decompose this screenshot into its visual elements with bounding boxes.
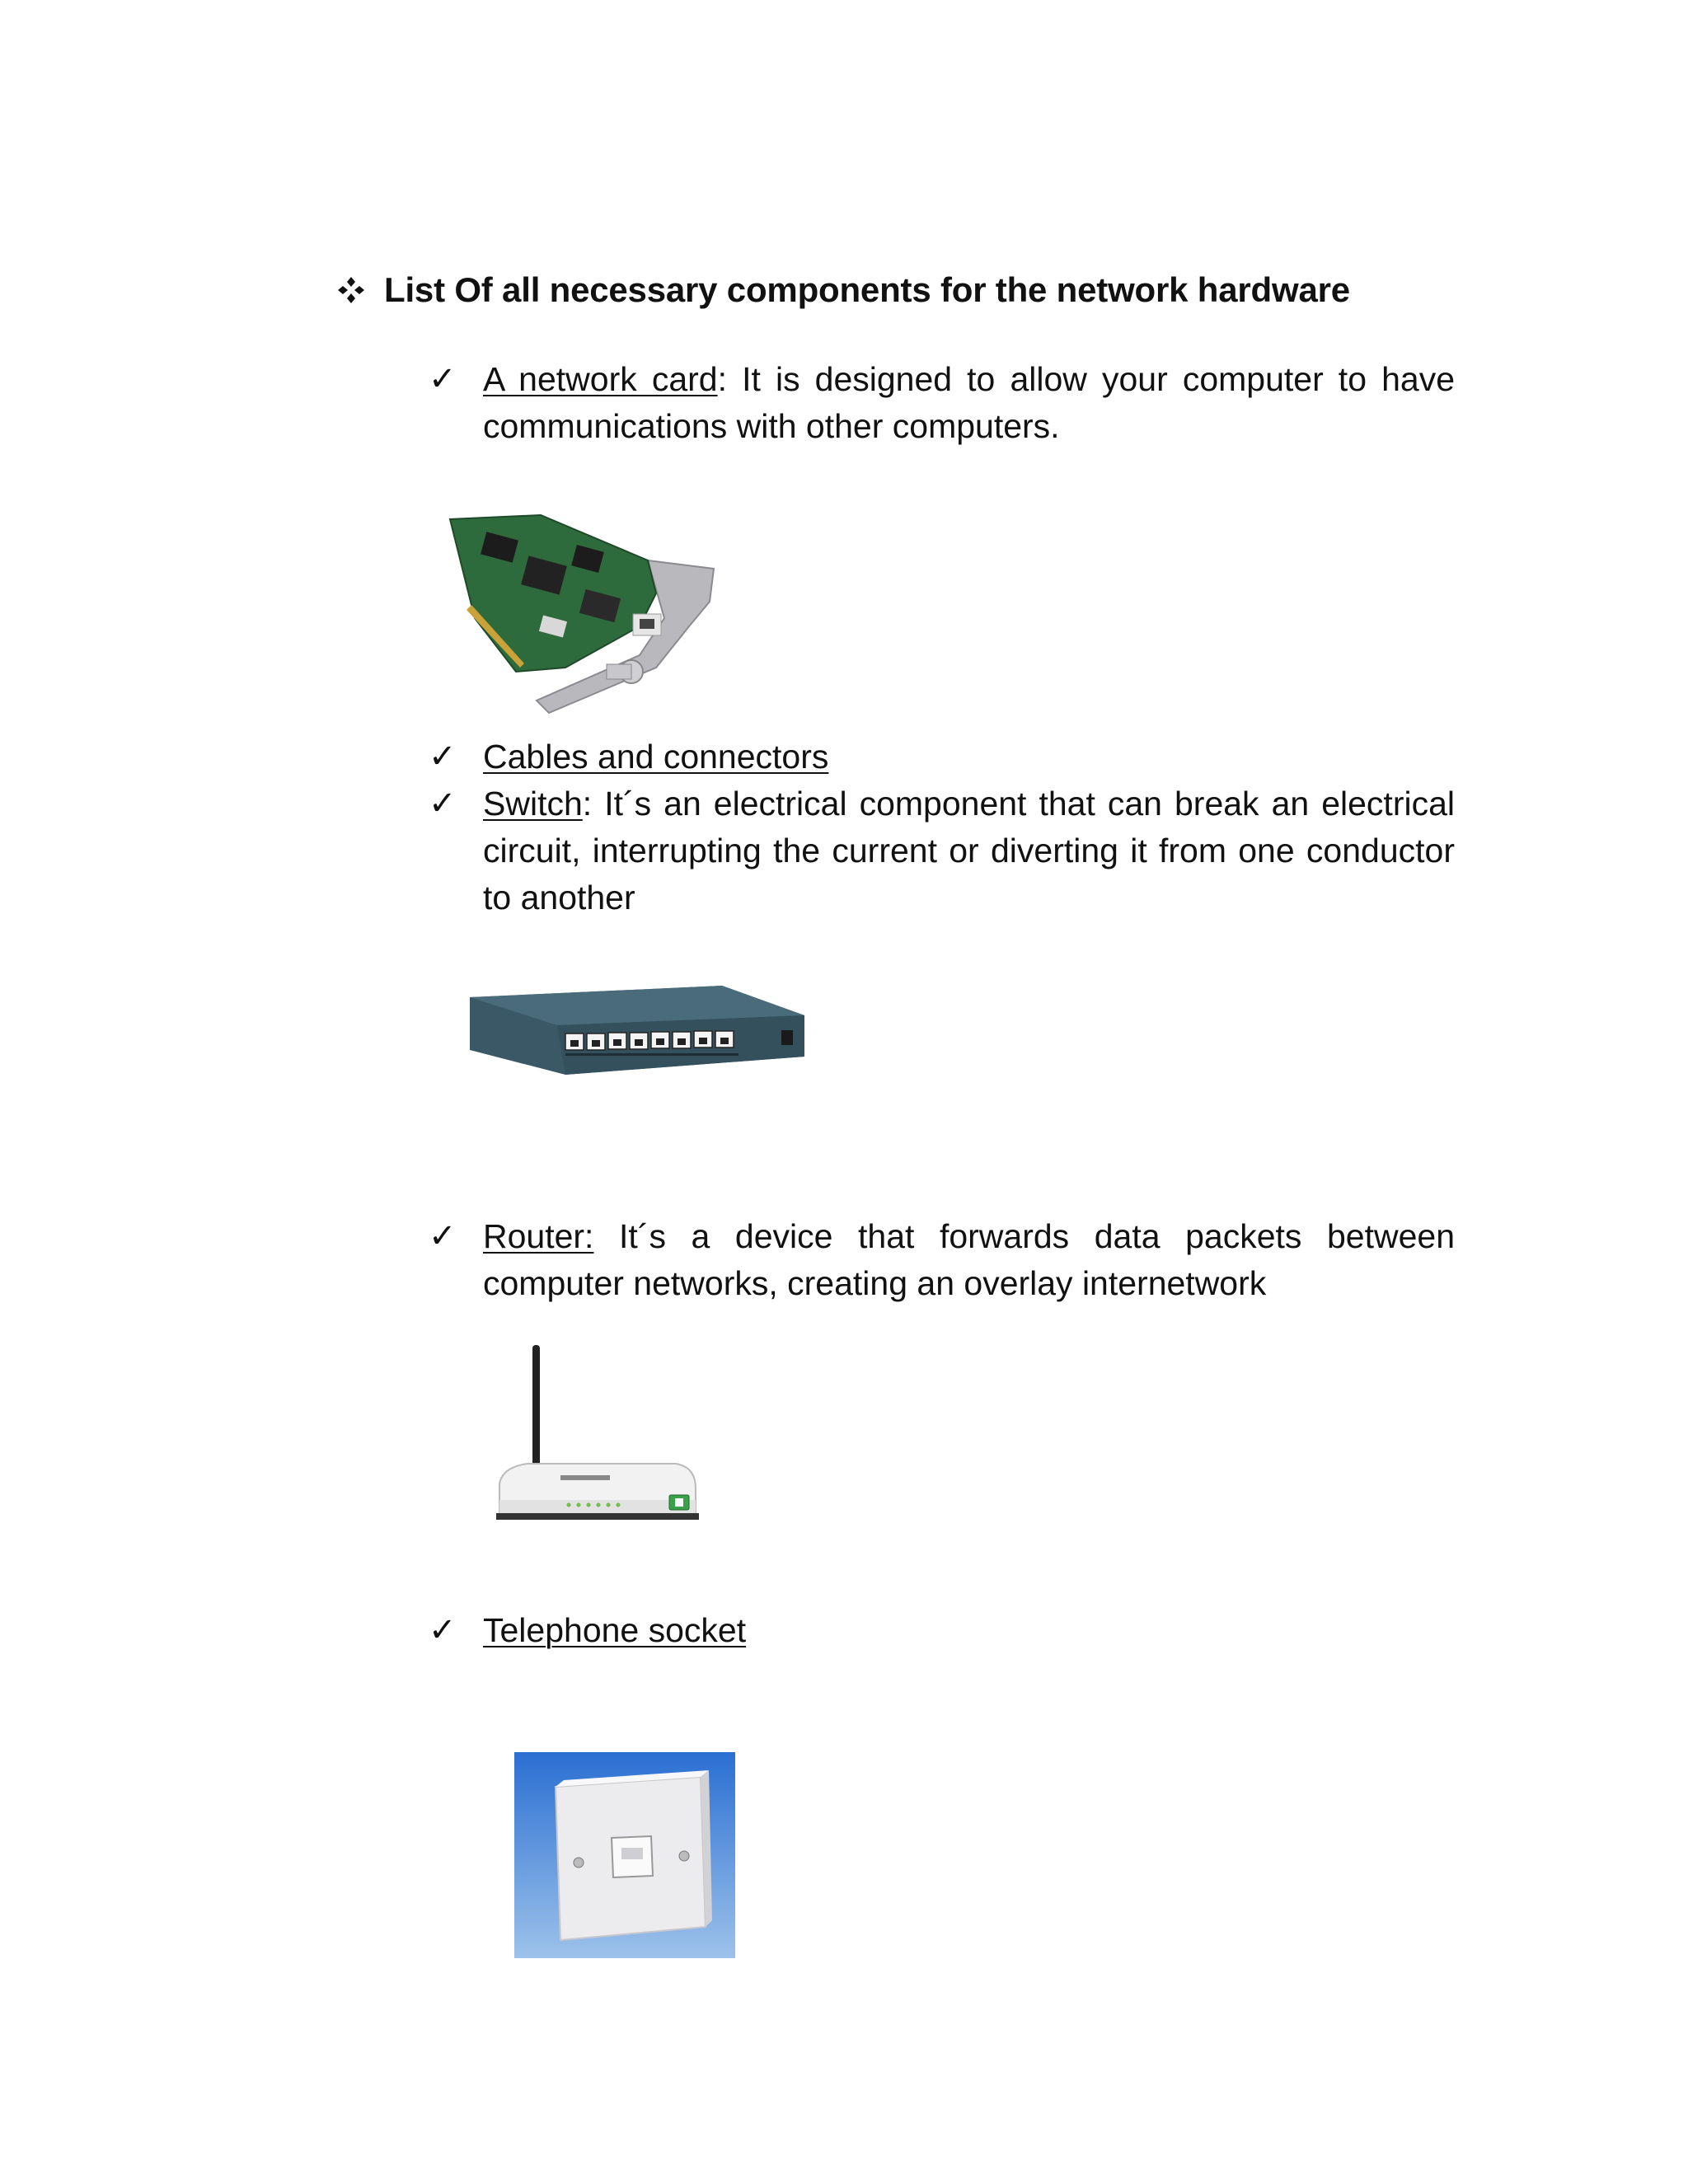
list-item-switch bbox=[429, 780, 1455, 921]
item-description: It is designed to allow your computer to have communications with other computers. bbox=[483, 360, 1455, 445]
checkmark-icon: ✓ bbox=[429, 361, 457, 397]
item-description: It´s a device that forwards data packets between computer networks, creating an overlay internetwork bbox=[483, 1217, 1455, 1302]
router-image bbox=[495, 1343, 701, 1537]
checkmark-icon: ✓ bbox=[429, 1218, 457, 1254]
switch-image bbox=[467, 982, 813, 1081]
checkmark-icon: ✓ bbox=[429, 785, 457, 822]
heading-text: List Of all necessary components for the network hardware bbox=[384, 270, 1350, 309]
checkmark-icon: ✓ bbox=[429, 738, 457, 775]
network-card-image bbox=[442, 503, 722, 717]
list-item-router bbox=[429, 1213, 1455, 1307]
item-title: Switch bbox=[483, 785, 583, 823]
list-item-network-card bbox=[429, 356, 1455, 450]
item-description: It´s an electrical component that can break an electrical circuit, interrupting the current or diverting it from one conductor to another bbox=[483, 785, 1455, 916]
item-title: Router: bbox=[483, 1217, 594, 1255]
checkmark-icon: ✓ bbox=[429, 1612, 457, 1648]
item-separator: : bbox=[582, 785, 593, 823]
telephone-socket-image bbox=[514, 1752, 735, 1958]
section-heading bbox=[336, 270, 1350, 310]
item-separator: : bbox=[717, 360, 727, 398]
list-item-cables bbox=[429, 733, 1455, 780]
list-item-telephone-socket bbox=[429, 1607, 1455, 1654]
item-title: A network card bbox=[483, 360, 718, 398]
diamond-bullet-icon bbox=[336, 275, 366, 305]
item-title: Telephone socket bbox=[483, 1611, 747, 1649]
item-title: Cables and connectors bbox=[483, 738, 829, 776]
